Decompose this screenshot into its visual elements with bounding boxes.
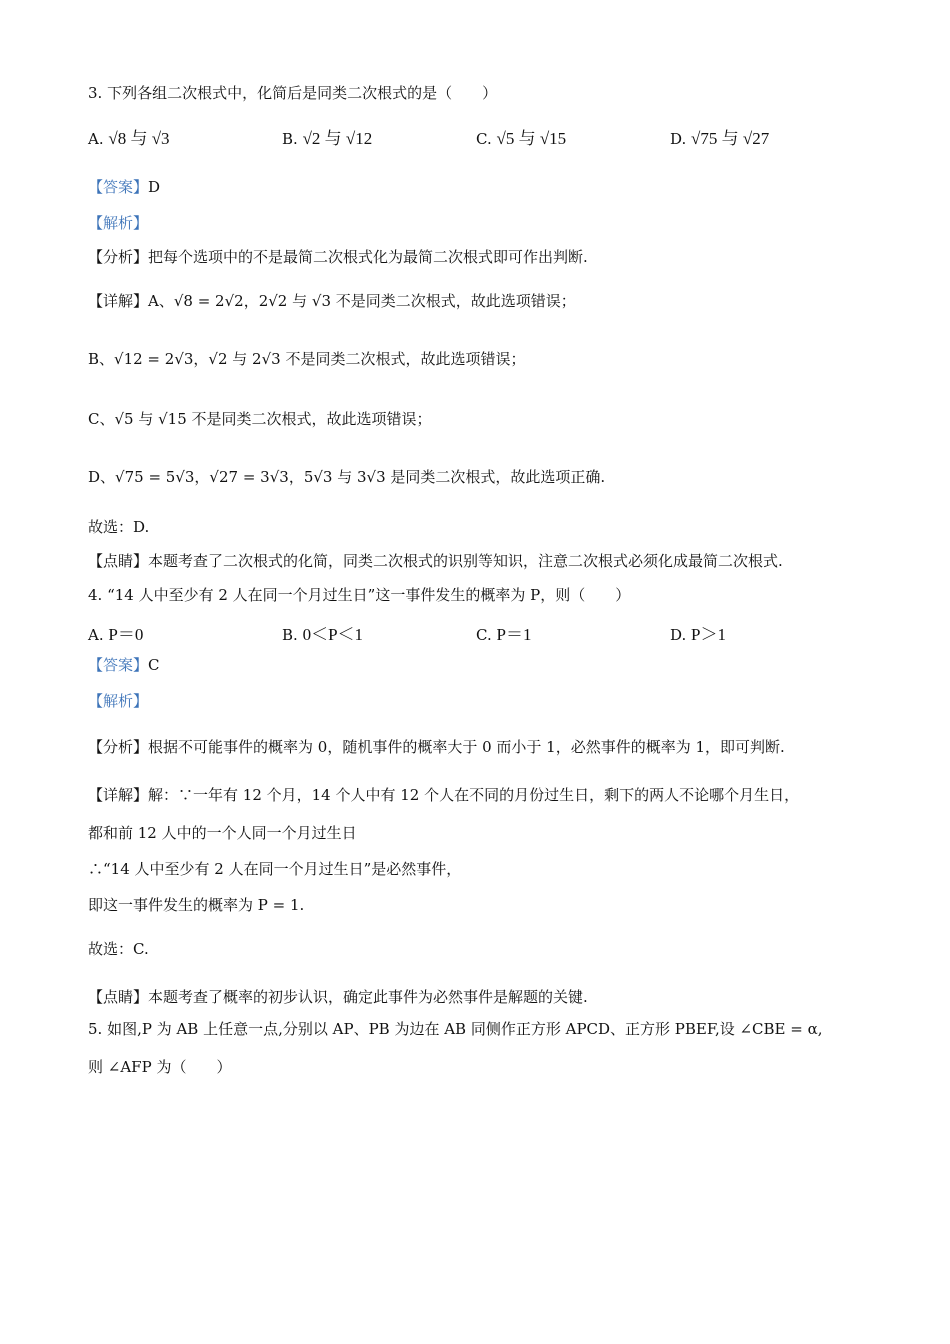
q3-detail-a: A、√8 = 2√2，2√2 与 √3 不是同类二次根式，故此选项错误； (148, 292, 576, 310)
q3-analysis-tag: 【解析】 (88, 214, 149, 232)
q3-comment-tag: 【点睛】 (88, 552, 149, 570)
q4-analysis-line (88, 690, 148, 711)
q4-detail-line-4: 即这一事件发生的概率为 P = 1. (88, 896, 305, 914)
q3-analyze-tag: 【分析】 (88, 248, 149, 266)
q3-option-a (88, 124, 170, 149)
q3-option-b-expr: √2 与 √12 (302, 129, 373, 148)
q4-choose-line: 故选：C. (88, 940, 149, 958)
q4-comment-text: 本题考查了概率的初步认识，确定此事件为必然事件是解题的关键. (148, 988, 588, 1006)
q4-option-d-label: D. (670, 626, 687, 644)
q3-option-c (476, 124, 566, 149)
q3-option-c-expr: √5 与 √15 (496, 129, 567, 148)
q3-answer-value: D (148, 178, 161, 196)
q4-option-d (670, 620, 726, 645)
q4-analyze-tag: 【分析】 (88, 738, 149, 756)
q4-stem: 4. “14 人中至少有 2 人在同一个月过生日”这一事件发生的概率为 P，则（ ） (88, 586, 631, 604)
q4-answer-line (88, 654, 160, 675)
q3-answer-tag: 【答案】 (88, 178, 149, 196)
q5-stem-line-2: 则 ∠AFP 为（ ） (88, 1058, 232, 1076)
q3-comment-text: 本题考查了二次根式的化简，同类二次根式的识别等知识，注意二次根式必须化成最简二次根式. (148, 552, 783, 570)
q4-comment-tag: 【点睛】 (88, 988, 149, 1006)
q3-detail-tag: 【详解】 (88, 292, 149, 310)
q4-option-a-expr: P＝0 (108, 625, 144, 644)
q4-detail-line-1 (88, 784, 799, 805)
q4-option-a-label: A. (88, 626, 104, 644)
q4-option-d-expr: P＞1 (691, 625, 727, 644)
q4-detail-1: 解：∵一年有 12 个月，14 个人中有 12 个人在不同的月份过生日，剩下的两人不论哪个月生日， (148, 786, 800, 804)
q4-option-b-expr: 0＜P＜1 (302, 625, 364, 644)
q4-answer-tag: 【答案】 (88, 656, 149, 674)
q3-analyze-line (88, 246, 588, 267)
q4-analyze-line (88, 736, 785, 757)
q4-comment-line (88, 986, 588, 1007)
q4-detail-line-3: ∴“14 人中至少有 2 人在同一个月过生日”是必然事件， (88, 860, 462, 878)
q4-option-a (88, 620, 143, 645)
q4-detail-line-2: 都和前 12 人中的一个人同一个月过生日 (88, 824, 357, 842)
q3-answer-line (88, 176, 160, 197)
q4-option-c (476, 620, 531, 645)
q3-detail-line-a (88, 290, 576, 311)
q3-option-b (282, 124, 372, 149)
q4-option-b-label: B. (282, 626, 298, 644)
q3-option-d-expr: √75 与 √27 (691, 129, 770, 148)
q3-analysis-line (88, 212, 148, 233)
q3-option-d-label: D. (670, 130, 687, 148)
q3-comment-line (88, 550, 783, 571)
q3-detail-line-c: C、√5 与 √15 不是同类二次根式，故此选项错误； (88, 410, 432, 428)
q4-analyze-text: 根据不可能事件的概率为 0，随机事件的概率大于 0 而小于 1，必然事件的概率为 1，即可判断. (148, 738, 785, 756)
q4-answer-value: C (148, 656, 160, 674)
q4-option-b (282, 620, 363, 645)
q3-detail-line-b: B、√12 = 2√3，√2 与 2√3 不是同类二次根式，故此选项错误； (88, 350, 526, 368)
q5-stem-line-1: 5. 如图,P 为 AB 上任意一点,分别以 AP、PB 为边在 AB 同侧作正方形 APCD、正方形 PBEF,设 ∠CBE = α, (88, 1020, 823, 1038)
q3-choose-line: 故选：D. (88, 518, 150, 536)
q4-analysis-tag: 【解析】 (88, 692, 149, 710)
q4-detail-tag: 【详解】 (88, 786, 149, 804)
q4-option-c-expr: P＝1 (496, 625, 532, 644)
q3-analyze-text: 把每个选项中的不是最简二次根式化为最简二次根式即可作出判断. (148, 248, 588, 266)
q3-option-a-expr: √8 与 √3 (108, 129, 170, 148)
q3-option-b-label: B. (282, 130, 298, 148)
q3-option-d (670, 124, 769, 149)
q3-option-a-label: A. (88, 130, 104, 148)
q4-option-c-label: C. (476, 626, 492, 644)
q3-detail-line-d: D、√75 = 5√3，√27 = 3√3，5√3 与 3√3 是同类二次根式，故此选项正确. (88, 468, 606, 486)
q3-stem: 3. 下列各组二次根式中，化简后是同类二次根式的是（ ） (88, 84, 498, 102)
q3-option-c-label: C. (476, 130, 492, 148)
